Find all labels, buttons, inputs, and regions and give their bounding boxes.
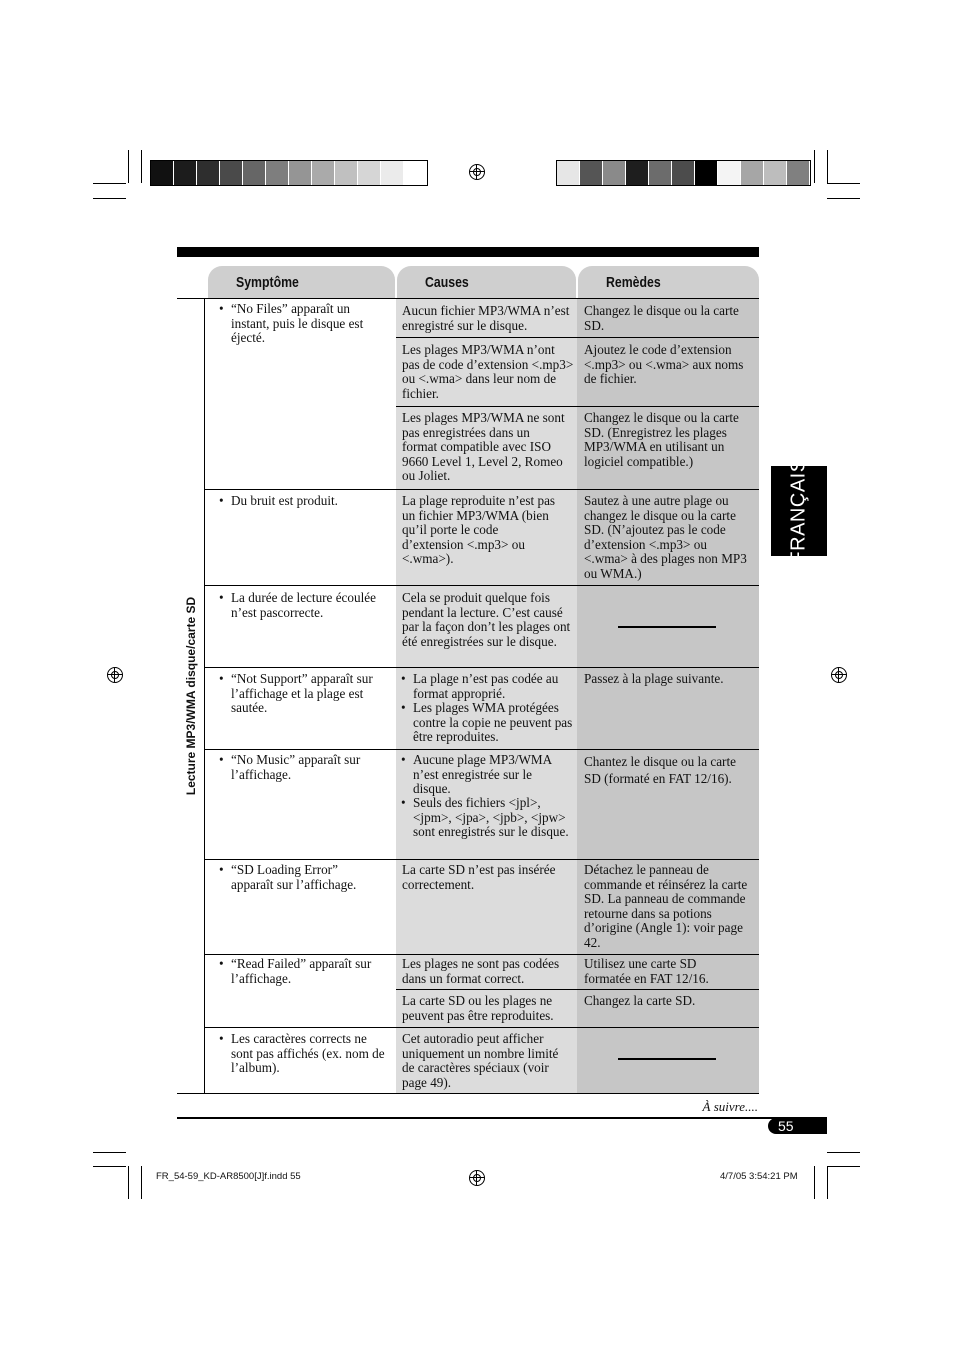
bullet: • [219, 752, 224, 767]
bullet: • [219, 301, 224, 316]
remedy-cell: Changez la carte SD. [584, 993, 696, 1008]
bullet: • [219, 862, 224, 877]
remedy-cell: Détachez le panneau de commande et réinsérez la carte SD. La panneau de commande retourne dans sa potions d’origine (Angle 1): voir page 42. [584, 862, 748, 950]
symptom-cell: “Read Failed” apparaît sur l’affichage. [231, 956, 372, 986]
cause-list-item: Seuls des fichiers <jpl>, <jpm>, <jpa>, <jpb>, <jpw> sont enregistrés sur le disque. [413, 795, 569, 839]
symptom-cell: Les caractères corrects ne sont pas affichés (ex. nom de l’album). [231, 1031, 385, 1075]
cause-list-item: Aucune plage MP3/WMA n’est enregistrée sur le disque. [413, 752, 552, 796]
bullet: • [219, 590, 224, 605]
bullet: • [219, 1031, 224, 1046]
symptom-cell: “Not Support” apparaît sur l’affichage et la plage est sautée. [231, 671, 373, 715]
registration-mark-icon [107, 667, 123, 683]
header-remedies: Remèdes [578, 266, 759, 298]
bullet: • [401, 795, 406, 810]
bullet: • [219, 671, 224, 686]
remedy-cell: Ajoutez le code d’extension <.mp3> ou <.wma> aux noms de fichier. [584, 342, 744, 386]
cause-cell: Cela se produit quelque fois pendant la lecture. C’est causé par la façon don’t les plages ont été enregistrées sur le disque. [402, 590, 571, 649]
cause-cell: La plage reproduite n’est pas un fichier MP3/WMA (bien qu’il porte le code d’extension <.mp3> ou <.wma>). [402, 493, 556, 566]
symptom-cell: La durée de lecture écoulée n’est pascorrecte. [231, 590, 376, 620]
cause-list-item: Les plages WMA protégées contre la copie ne peuvent pas être reproduites. [413, 700, 573, 744]
color-calibration-bar [556, 160, 811, 186]
cause-cell: La carte SD n’est pas insérée correctement. [402, 862, 556, 892]
no-remedy-dash [618, 626, 716, 628]
registration-mark-icon [469, 164, 485, 180]
cause-cell: Les plages MP3/WMA ne sont pas enregistrées dans un format compatible avec ISO 9660 Level 1, Level 2, Romeo ou Joliet. [402, 410, 565, 483]
header-causes: Causes [397, 266, 576, 298]
bullet: • [219, 956, 224, 971]
no-remedy-dash [618, 1058, 716, 1060]
section-top-rule [177, 247, 759, 257]
bullet: • [401, 700, 406, 715]
remedy-cell: Passez à la plage suivante. [584, 671, 724, 686]
continued-note: À suivre.... [702, 1099, 758, 1114]
symptom-cell: “SD Loading Error” apparaît sur l’affichage. [231, 862, 357, 892]
cause-list-item: La plage n’est pas codée au format approprié. [413, 671, 559, 701]
language-tab-label: FRANÇAIS [787, 458, 810, 564]
header-symptom: Symptôme [208, 266, 395, 298]
remedy-cell: Sautez à une autre plage ou changez le disque ou la carte SD. (N’ajoutez pas le code d’extension <.mp3> ou <.wma> à des plages non MP3 ou WMA.) [584, 493, 747, 581]
print-slug-right: 4/7/05 3:54:21 PM [720, 1171, 798, 1182]
cause-cell: Cet autoradio peut afficher uniquement un nombre limité de caractères spéciaux (voir page 49). [402, 1031, 559, 1090]
cause-cell: Les plages MP3/WMA n’ont pas de code d’extension <.mp3> ou <.wma> dans leur nom de fichier. [402, 342, 574, 401]
registration-mark-icon [469, 1170, 485, 1186]
remedy-cell: Utilisez une carte SD formatée en FAT 12/16. [584, 956, 709, 986]
print-slug-left: FR_54-59_KD-AR8500[J]f.indd 55 [156, 1171, 301, 1182]
bullet: • [219, 493, 224, 508]
cause-cell: La carte SD ou les plages ne peuvent pas être reproduites. [402, 993, 554, 1023]
remedy-cell: Chantez le disque ou la carte SD (formaté en FAT 12/16). [584, 754, 736, 786]
bullet: • [401, 671, 406, 686]
registration-mark-icon [831, 667, 847, 683]
cause-cell: Aucun fichier MP3/WMA n’est enregistré sur le disque. [402, 303, 570, 333]
remedy-cell: Changez le disque ou la carte SD. (Enregistrez les plages MP3/WMA en utilisant un logiciel compatible.) [584, 410, 739, 469]
side-label: Lecture MP3/WMA disque/carte SD [184, 596, 198, 796]
bullet: • [401, 752, 406, 767]
symptom-cell: “No Music” apparaît sur l’affichage. [231, 752, 361, 782]
bottom-rule [177, 1117, 827, 1119]
grayscale-calibration-bar [150, 160, 428, 186]
symptom-cell: “No Files” apparaît un instant, puis le disque est éjecté. [231, 301, 364, 345]
symptom-cell: Du bruit est produit. [231, 493, 338, 508]
page-number: 55 [768, 1118, 827, 1134]
cause-cell: Les plages ne sont pas codées dans un format correct. [402, 956, 560, 986]
remedy-cell: Changez le disque ou la carte SD. [584, 303, 739, 333]
